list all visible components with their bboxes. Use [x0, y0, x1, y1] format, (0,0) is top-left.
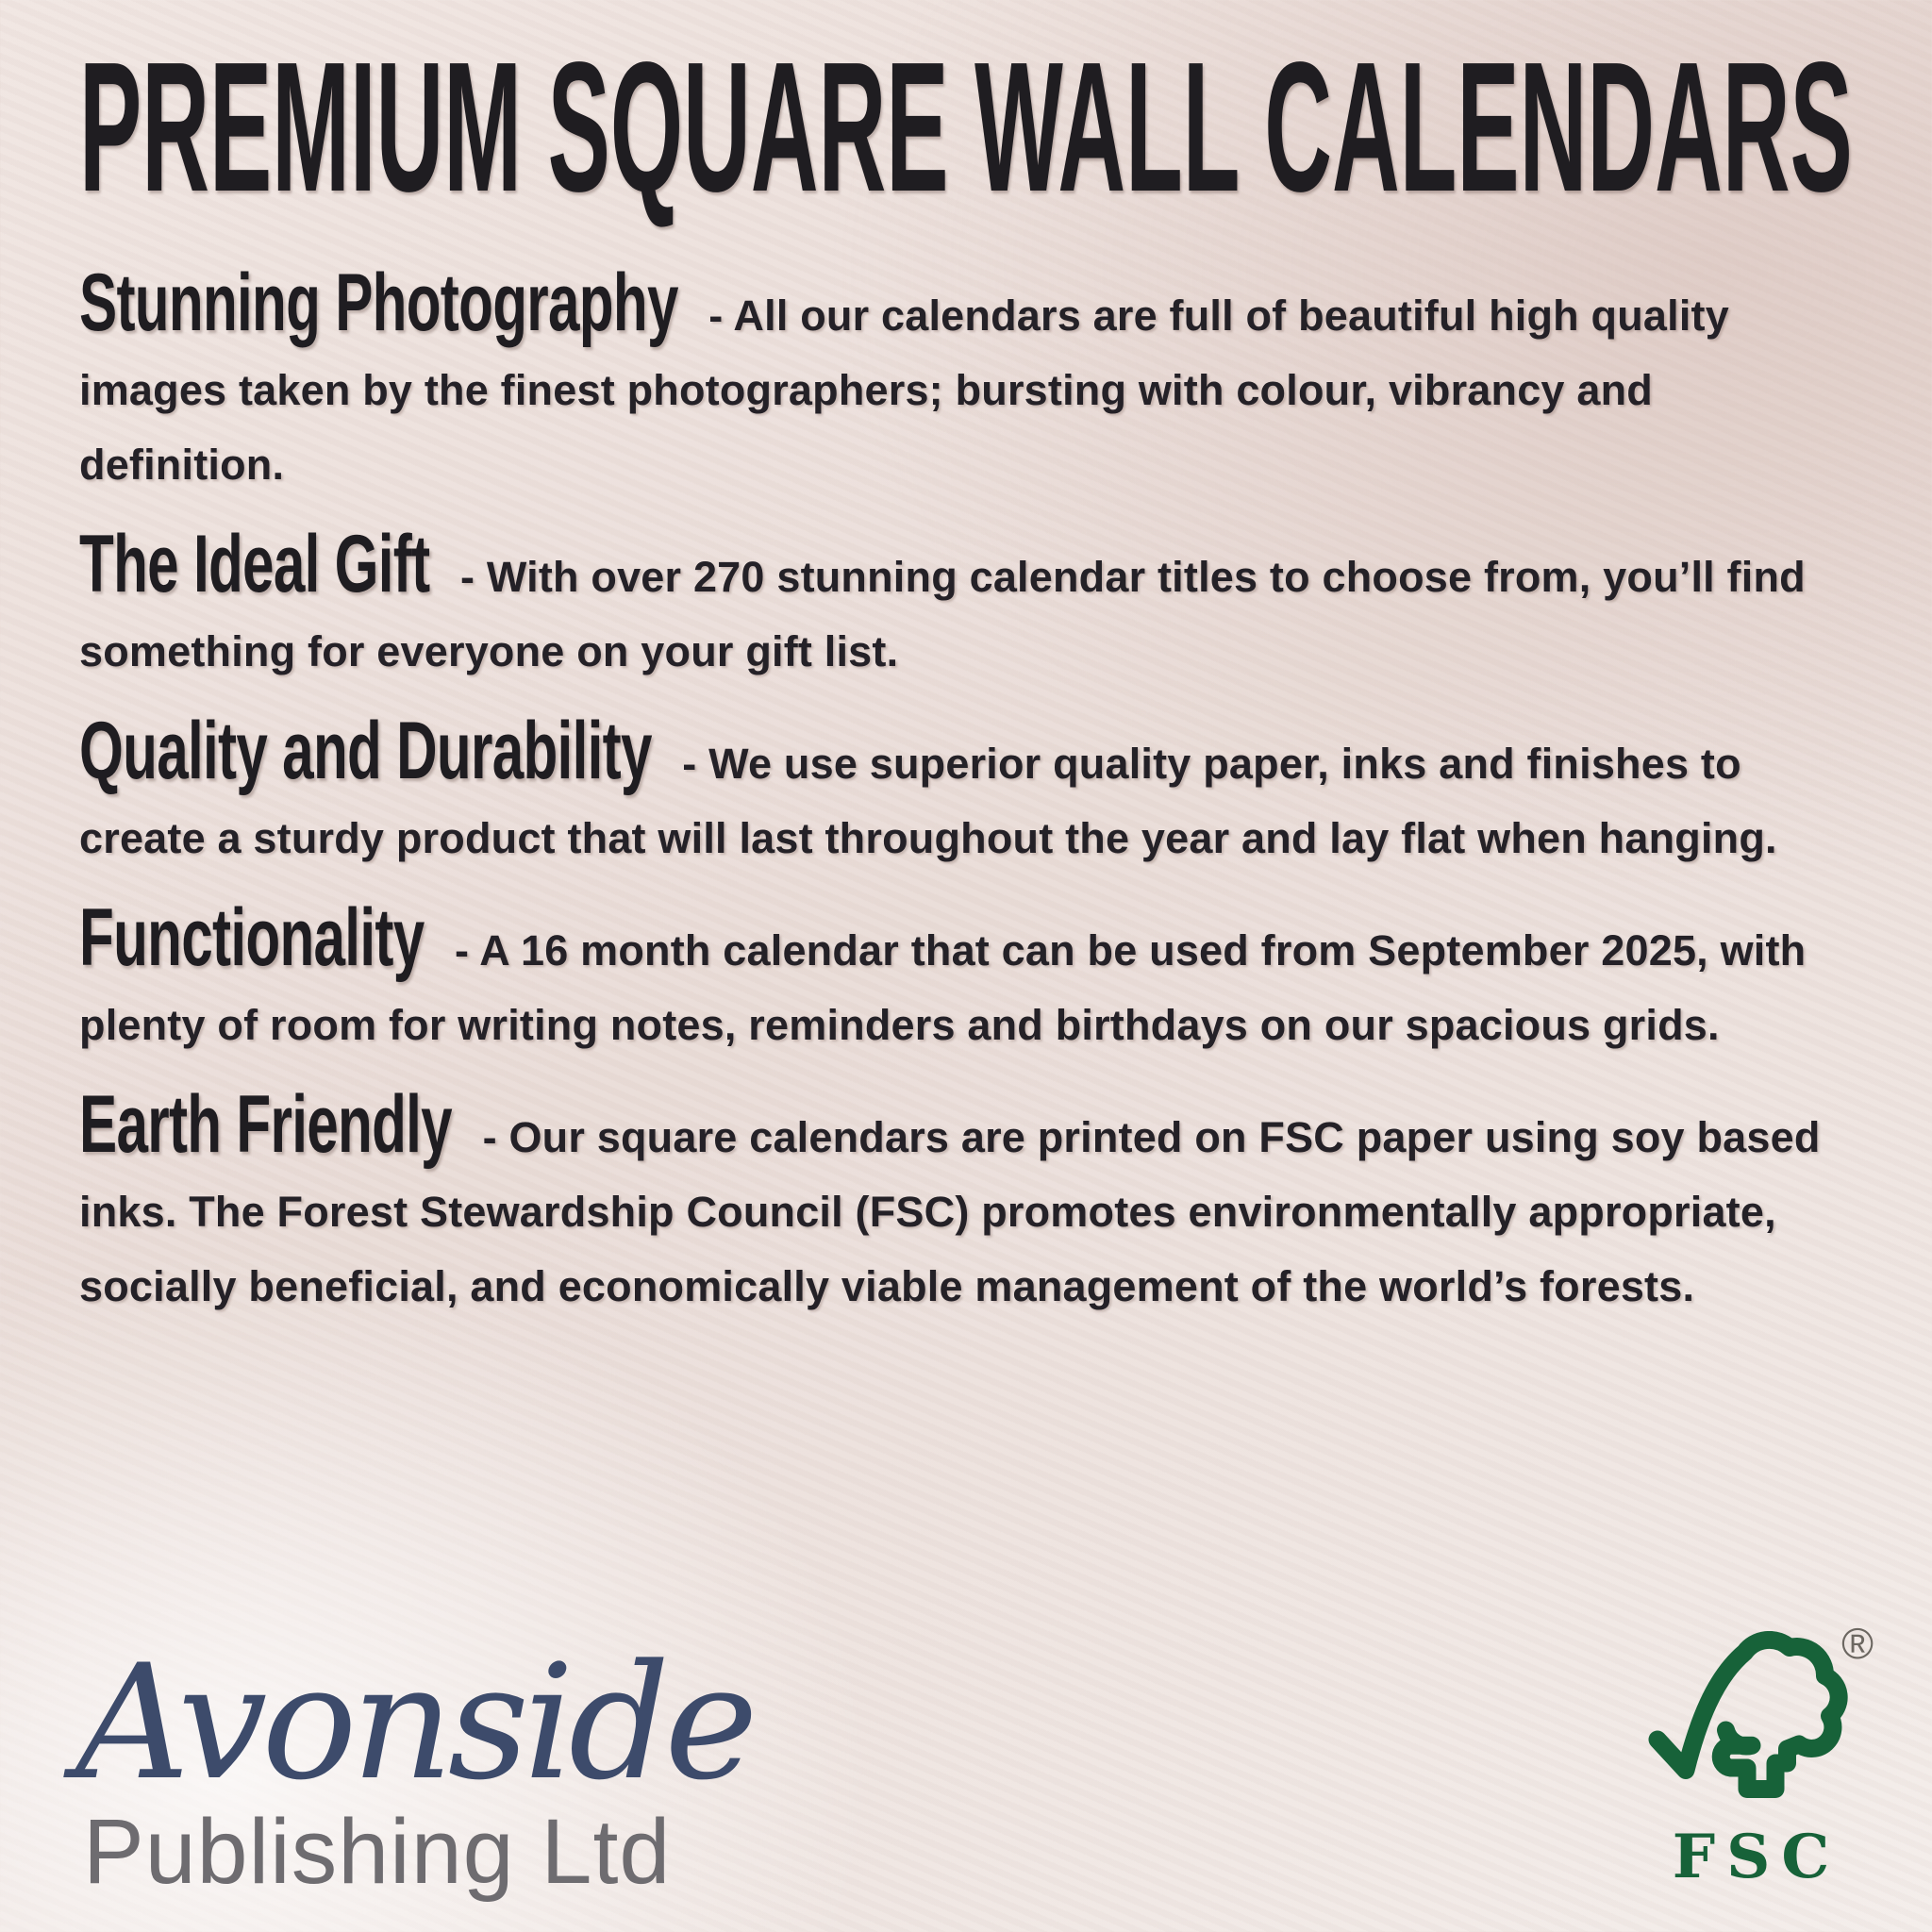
- feature-heading: Stunning Photography: [79, 258, 678, 348]
- fsc-logo: [1624, 1619, 1879, 1892]
- publisher-logo: [75, 1630, 753, 1904]
- registered-trademark-symbol: ®: [1841, 1619, 1874, 1668]
- feature-body: - We use superior quality paper, inks and finishes to create a sturdy product that will last throughout the year and lay flat when hanging.: [79, 740, 1777, 862]
- feature-body: - A 16 month calendar that can be used from September 2025, with plenty of room for writing notes, reminders and birthdays on our spacious grids.: [79, 926, 1807, 1049]
- feature-heading: Quality and Durability: [79, 706, 652, 796]
- feature-body: - All our calendars are full of beautiful high quality images taken by the finest photographers; bursting with colour, vibrancy and definition.: [79, 291, 1729, 489]
- feature-body: - With over 270 stunning calendar titles to choose from, you’ll find something for everyone on your gift list.: [79, 553, 1806, 675]
- feature-item-ideal-gift: [79, 519, 1853, 689]
- publisher-name: Avonside: [75, 1630, 753, 1816]
- feature-heading: The Ideal Gift: [79, 519, 430, 609]
- fsc-tree-icon: [1634, 1631, 1870, 1820]
- feature-item-quality-durability: [79, 706, 1853, 875]
- feature-heading: Functionality: [79, 892, 425, 983]
- feature-list: [79, 258, 1853, 1324]
- feature-heading: Earth Friendly: [79, 1079, 452, 1170]
- publisher-suffix: Publishing Ltd: [83, 1800, 672, 1904]
- fsc-label: FSC: [1672, 1822, 1841, 1892]
- page-title: PREMIUM SQUARE WALL CALENDARS: [79, 24, 1853, 230]
- feature-item-functionality: [79, 892, 1853, 1062]
- feature-body: - Our square calendars are printed on FSC paper using soy based inks. The Forest Stewardship Council (FSC) promotes environmentally appropriate, socially beneficial, and economically viable management of the world’s forests.: [79, 1113, 1821, 1310]
- feature-item-earth-friendly: [79, 1079, 1853, 1324]
- feature-item-stunning-photography: [79, 258, 1853, 502]
- page-title-row: [79, 24, 1853, 230]
